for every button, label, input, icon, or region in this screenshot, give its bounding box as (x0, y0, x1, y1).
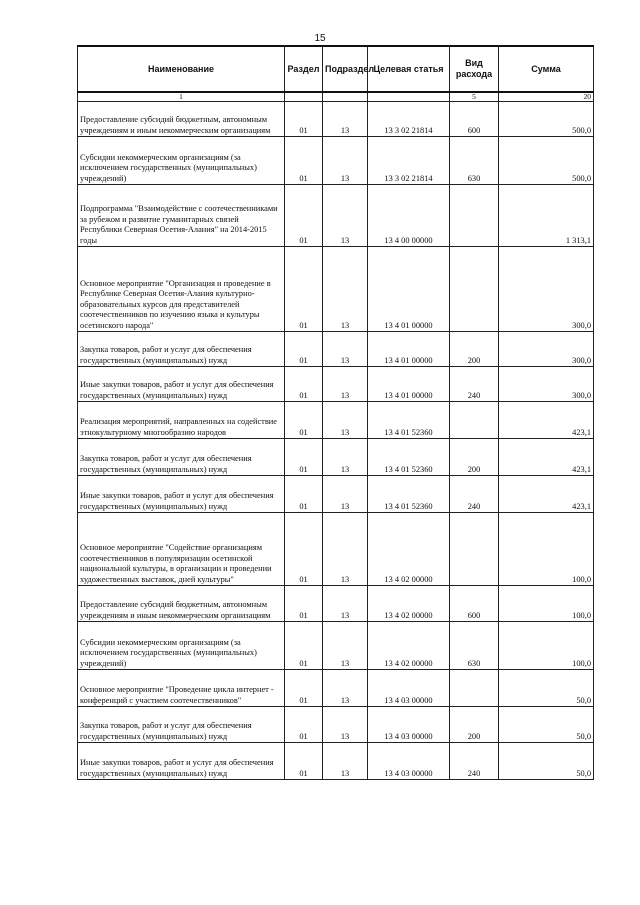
table-row (78, 439, 594, 476)
row-summa: 100,0 (499, 622, 594, 670)
row-statya: 13 4 03 00000 (368, 670, 450, 707)
row-summa: 50,0 (499, 670, 594, 707)
row-statya: 13 4 00 00000 (368, 185, 450, 247)
row-statya: 13 4 02 00000 (368, 622, 450, 670)
row-statya: 13 4 02 00000 (368, 586, 450, 622)
row-vid: 600 (450, 586, 499, 622)
table-header-row (78, 46, 594, 92)
row-name: Закупка товаров, работ и услуг для обеспечения государственных (муниципальных) нужд (78, 439, 285, 476)
row-summa: 100,0 (499, 513, 594, 586)
column-number: 20 (499, 92, 594, 102)
header-vid: Вид расхода (450, 46, 499, 92)
row-vid: 600 (450, 102, 499, 137)
row-razdel: 01 (285, 476, 323, 513)
table-row (78, 586, 594, 622)
row-statya: 13 4 01 52360 (368, 402, 450, 439)
row-razdel: 01 (285, 247, 323, 332)
row-statya: 13 4 01 00000 (368, 247, 450, 332)
row-podrazdel: 13 (323, 137, 368, 185)
row-statya: 13 4 01 52360 (368, 439, 450, 476)
row-name: Субсидии некоммерческим организациям (за исключением государственных (муниципальных) учреждений) (78, 622, 285, 670)
row-podrazdel: 13 (323, 332, 368, 367)
table-row (78, 367, 594, 402)
row-podrazdel: 13 (323, 586, 368, 622)
row-summa: 100,0 (499, 586, 594, 622)
table-row (78, 402, 594, 439)
row-name: Основное мероприятие "Организация и проведение в Республике Северная Осетия-Алания культурно-образовательных курсов для представителей соотечественников по изучению языка и культуры осетинского народа" (78, 247, 285, 332)
row-vid: 200 (450, 332, 499, 367)
row-summa: 300,0 (499, 332, 594, 367)
row-vid (450, 513, 499, 586)
row-summa: 50,0 (499, 707, 594, 743)
row-vid (450, 185, 499, 247)
row-razdel: 01 (285, 367, 323, 402)
header-razdel: Раздел (285, 46, 323, 92)
row-vid: 240 (450, 476, 499, 513)
column-number: 5 (450, 92, 499, 102)
row-summa: 300,0 (499, 247, 594, 332)
row-statya: 13 3 02 21814 (368, 137, 450, 185)
row-podrazdel: 13 (323, 367, 368, 402)
row-summa: 500,0 (499, 137, 594, 185)
row-summa: 423,1 (499, 402, 594, 439)
row-statya: 13 4 03 00000 (368, 743, 450, 780)
row-razdel: 01 (285, 586, 323, 622)
row-podrazdel: 13 (323, 185, 368, 247)
row-name: Предоставление субсидий бюджетным, автономным учреждениям и иным некоммерческим организациям (78, 102, 285, 137)
table-row (78, 137, 594, 185)
row-razdel: 01 (285, 332, 323, 367)
row-podrazdel: 13 (323, 476, 368, 513)
row-summa: 423,1 (499, 476, 594, 513)
column-number: 1 (78, 92, 285, 102)
row-razdel: 01 (285, 439, 323, 476)
row-statya: 13 3 02 21814 (368, 102, 450, 137)
row-podrazdel: 13 (323, 513, 368, 586)
table-row (78, 185, 594, 247)
row-summa: 50,0 (499, 743, 594, 780)
row-vid: 240 (450, 367, 499, 402)
row-vid: 200 (450, 707, 499, 743)
page-number: 15 (314, 33, 326, 44)
table-row (78, 707, 594, 743)
row-razdel: 01 (285, 513, 323, 586)
row-razdel: 01 (285, 670, 323, 707)
row-name: Иные закупки товаров, работ и услуг для обеспечения государственных (муниципальных) нужд (78, 367, 285, 402)
row-name: Реализация мероприятий, направленных на содействие этнокультурному многообразию народов (78, 402, 285, 439)
row-vid: 630 (450, 622, 499, 670)
column-number (323, 92, 368, 102)
row-razdel: 01 (285, 707, 323, 743)
row-podrazdel: 13 (323, 439, 368, 476)
row-razdel: 01 (285, 622, 323, 670)
row-razdel: 01 (285, 102, 323, 137)
row-summa: 500,0 (499, 102, 594, 137)
row-podrazdel: 13 (323, 247, 368, 332)
table-row (78, 476, 594, 513)
row-summa: 423,1 (499, 439, 594, 476)
row-statya: 13 4 01 52360 (368, 476, 450, 513)
row-vid: 200 (450, 439, 499, 476)
row-name: Основное мероприятие "Содействие организациям соотечественников в популяризации осетинской национальной культуры, в организации и проведении художественных выставок, дней культуры" (78, 513, 285, 586)
row-podrazdel: 13 (323, 707, 368, 743)
row-name: Закупка товаров, работ и услуг для обеспечения государственных (муниципальных) нужд (78, 707, 285, 743)
table-row (78, 102, 594, 137)
row-name: Закупка товаров, работ и услуг для обеспечения государственных (муниципальных) нужд (78, 332, 285, 367)
row-razdel: 01 (285, 137, 323, 185)
header-summa: Сумма (499, 46, 594, 92)
row-summa: 300,0 (499, 367, 594, 402)
row-razdel: 01 (285, 743, 323, 780)
row-vid (450, 670, 499, 707)
row-name: Субсидии некоммерческим организациям (за исключением государственных (муниципальных) учреждений) (78, 137, 285, 185)
row-razdel: 01 (285, 402, 323, 439)
header-podrazdel: Подраздел (323, 46, 368, 92)
header-name: Наименование (78, 46, 285, 92)
table-row (78, 743, 594, 780)
row-podrazdel: 13 (323, 670, 368, 707)
column-number (368, 92, 450, 102)
row-summa: 1 313,1 (499, 185, 594, 247)
row-name: Предоставление субсидий бюджетным, автономным учреждениям и иным некоммерческим организациям (78, 586, 285, 622)
budget-table (77, 45, 594, 780)
table-row (78, 513, 594, 586)
row-statya: 13 4 03 00000 (368, 707, 450, 743)
row-vid (450, 402, 499, 439)
row-statya: 13 4 02 00000 (368, 513, 450, 586)
table-row (78, 247, 594, 332)
row-statya: 13 4 01 00000 (368, 332, 450, 367)
table-row (78, 670, 594, 707)
row-podrazdel: 13 (323, 102, 368, 137)
row-name: Основное мероприятие "Проведение цикла интернет - конференций с участием соотечественников" (78, 670, 285, 707)
header-statya: Целевая статья (368, 46, 450, 92)
column-number (285, 92, 323, 102)
row-podrazdel: 13 (323, 402, 368, 439)
row-razdel: 01 (285, 185, 323, 247)
row-vid: 240 (450, 743, 499, 780)
table-row (78, 332, 594, 367)
row-vid: 630 (450, 137, 499, 185)
row-name: Подпрограмма "Взаимодействие с соотечественниками за рубежом и развитие гуманитарных связей Республики Северная Осетия-Алания" на 2014-2015 годы (78, 185, 285, 247)
row-podrazdel: 13 (323, 622, 368, 670)
row-name: Иные закупки товаров, работ и услуг для обеспечения государственных (муниципальных) нужд (78, 743, 285, 780)
row-name: Иные закупки товаров, работ и услуг для обеспечения государственных (муниципальных) нужд (78, 476, 285, 513)
row-statya: 13 4 01 00000 (368, 367, 450, 402)
table-row (78, 622, 594, 670)
column-number-row (78, 92, 594, 102)
row-podrazdel: 13 (323, 743, 368, 780)
row-vid (450, 247, 499, 332)
